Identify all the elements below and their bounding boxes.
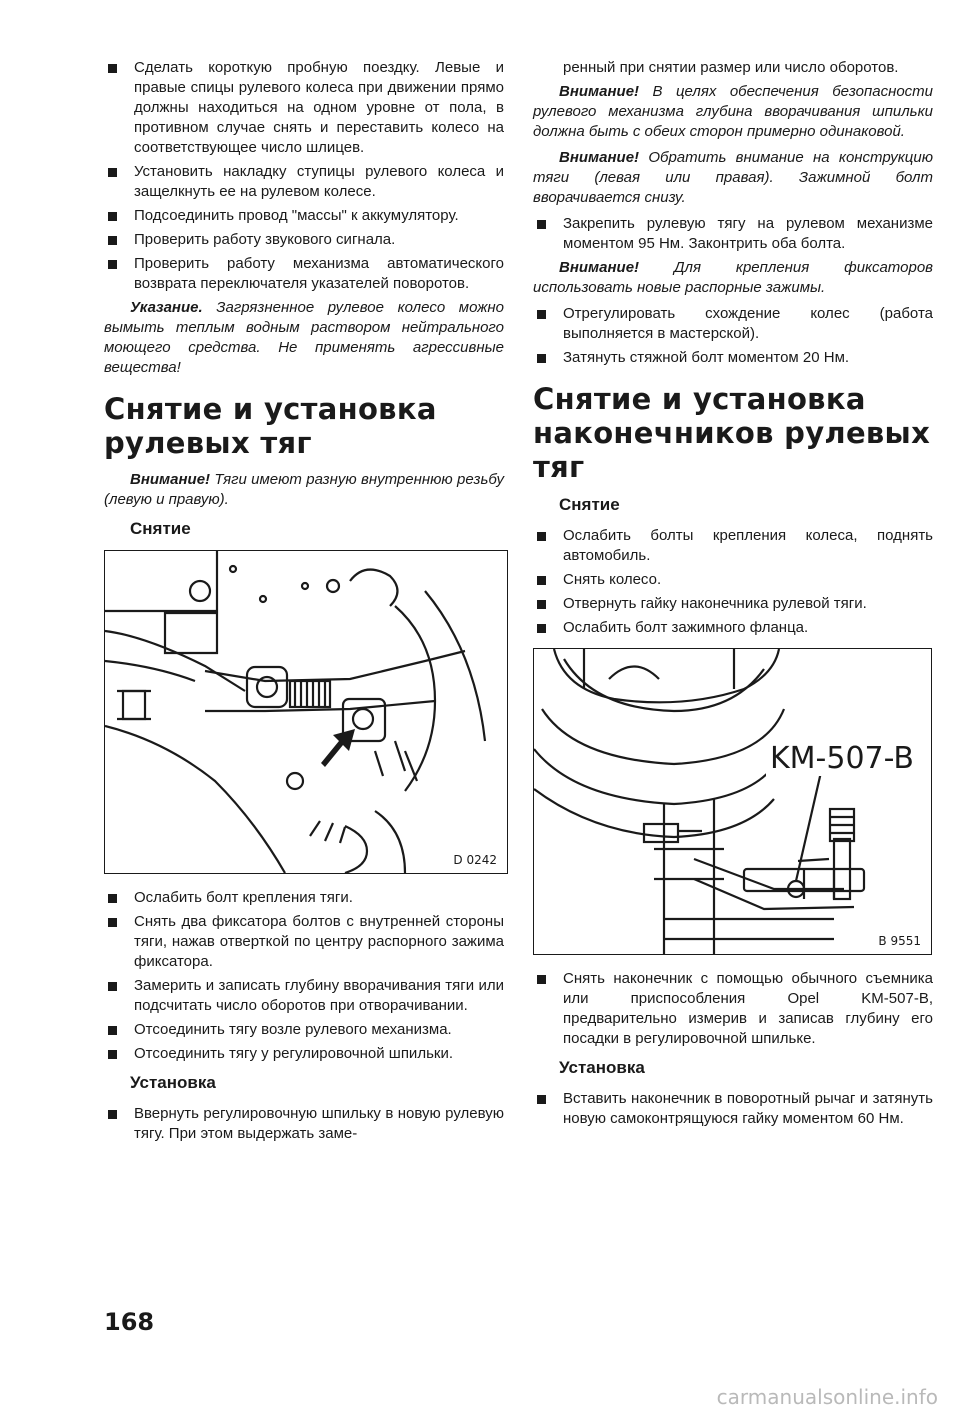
bullet-icon xyxy=(537,532,546,541)
tie-rod-figure xyxy=(104,550,508,874)
bullet-icon xyxy=(537,975,546,984)
list-item: Сделать короткую пробную поездку. Левые и правые спицы рулевого колеса при движении прямо должны находиться на одном уровне от пола, в противном случае снять и переставить колесо на соответствующее число шлицев. xyxy=(104,58,504,158)
section-title: Снятие и установка наконечников рулевых тяг xyxy=(533,382,931,484)
bullet-icon xyxy=(108,894,117,903)
tie-rod-illustration xyxy=(105,551,507,873)
list-item: Снять наконечник с помощью обычного съемника или приспособления Opel KM-507-B, предварительно измерив и записав глубину его посадки в регулировочной шпильке. xyxy=(533,969,933,1049)
watermark: carmanualsonline.info xyxy=(716,1385,938,1409)
bullet-icon xyxy=(108,236,117,245)
note-thread: Внимание! Тяги имеют разную внутреннюю резьбу (левую и правую). xyxy=(104,471,504,508)
bullet-icon xyxy=(108,1050,117,1059)
list-item: Замерить и записать глубину вворачивания тяги или подсчитать число оборотов при отворачивании. xyxy=(104,976,504,1016)
list-item: Отсоединить тягу возле рулевого механизма. xyxy=(104,1020,504,1040)
bullet-icon xyxy=(108,1110,117,1119)
tool-label: KM-507-B xyxy=(766,741,918,776)
bullet-icon xyxy=(537,600,546,609)
list-item: Отвернуть гайку наконечника рулевой тяги. xyxy=(533,594,933,614)
list-item: Снять два фиксатора болтов с внутренней стороны тяги, нажав отверткой по центру распорного зажима фиксатора. xyxy=(104,912,504,972)
list-item: Вставить наконечник в поворотный рычаг и затянуть новую самоконтрящуюся гайку моментом 60 Нм. xyxy=(533,1089,933,1129)
list-item: Затянуть стяжной болт моментом 20 Нм. xyxy=(533,348,933,368)
bullet-icon xyxy=(108,260,117,269)
list-item: Отрегулировать схождение колес (работа выполняется в мастерской). xyxy=(533,304,933,344)
left-column xyxy=(104,58,504,1148)
install-list xyxy=(104,1104,504,1144)
list-item: Установить накладку ступицы рулевого колеса и защелкнуть ее на рулевом колесе. xyxy=(104,162,504,202)
bullet-icon xyxy=(108,168,117,177)
note-design: Внимание! Обратить внимание на конструкцию тяги (левая или правая). Зажимной болт вворачивается снизу. xyxy=(533,149,933,206)
right-column xyxy=(533,58,933,1133)
removal-list-2 xyxy=(533,969,933,1049)
note-cleaning: Указание. Загрязненное рулевое колесо можно вымыть теплым водным раствором нейтрального моющего средства. Не применять агрессивные вещества! xyxy=(104,299,504,376)
list-item: Снять колесо. xyxy=(533,570,933,590)
install-heading: Установка xyxy=(130,1073,216,1092)
figure-code: B 9551 xyxy=(878,934,921,948)
section-title: Снятие и установка рулевых тяг xyxy=(104,392,437,460)
list-item: Проверить работу механизма автоматического возврата переключателя указателей поворотов. xyxy=(104,254,504,294)
bullet-icon xyxy=(108,982,117,991)
bullet-icon xyxy=(537,576,546,585)
bullet-icon xyxy=(537,624,546,633)
note-clamps: Внимание! Для крепления фиксаторов использовать новые распорные зажимы. xyxy=(533,259,933,296)
puller-illustration xyxy=(534,649,931,954)
intro-list xyxy=(104,58,504,294)
bullet-icon xyxy=(537,310,546,319)
figure-code: D 0242 xyxy=(453,853,497,867)
note-safety: Внимание! В целях обеспечения безопасности рулевого механизма глубина вворачивания шпильки должна быть с обеих сторон примерно одинаковой. xyxy=(533,83,933,140)
list-item: Проверить работу звукового сигнала. xyxy=(104,230,504,250)
removal-heading: Снятие xyxy=(130,519,191,538)
bullet-icon xyxy=(108,212,117,221)
list-item: Ослабить болты крепления колеса, поднять автомобиль. xyxy=(533,526,933,566)
page-number: 168 xyxy=(104,1308,155,1336)
install-list xyxy=(533,1089,933,1129)
list-item: Ослабить болт крепления тяги. xyxy=(104,888,504,908)
list-item: Ослабить болт зажимного фланца. xyxy=(533,618,933,638)
removal-list xyxy=(533,526,933,638)
bullet-icon xyxy=(537,220,546,229)
bullet-icon xyxy=(108,918,117,927)
bullet-icon xyxy=(537,354,546,363)
install-heading: Установка xyxy=(559,1058,645,1077)
removal-heading: Снятие xyxy=(559,495,620,514)
removal-list xyxy=(104,888,504,1064)
list-item: Отсоединить тягу у регулировочной шпильки. xyxy=(104,1044,504,1064)
list-item: Закрепить рулевую тягу на рулевом механизме моментом 95 Нм. Законтрить оба болта. xyxy=(533,214,933,254)
bullet-icon xyxy=(537,1095,546,1104)
list-item: Подсоединить провод "массы" к аккумулятору. xyxy=(104,206,504,226)
puller-figure xyxy=(533,648,932,955)
continuation-text: ренный при снятии размер или число оборотов. xyxy=(563,59,899,76)
list-item: Ввернуть регулировочную шпильку в новую рулевую тягу. При этом выдержать заме- xyxy=(104,1104,504,1144)
bullet-icon xyxy=(108,1026,117,1035)
bullet-icon xyxy=(108,64,117,73)
